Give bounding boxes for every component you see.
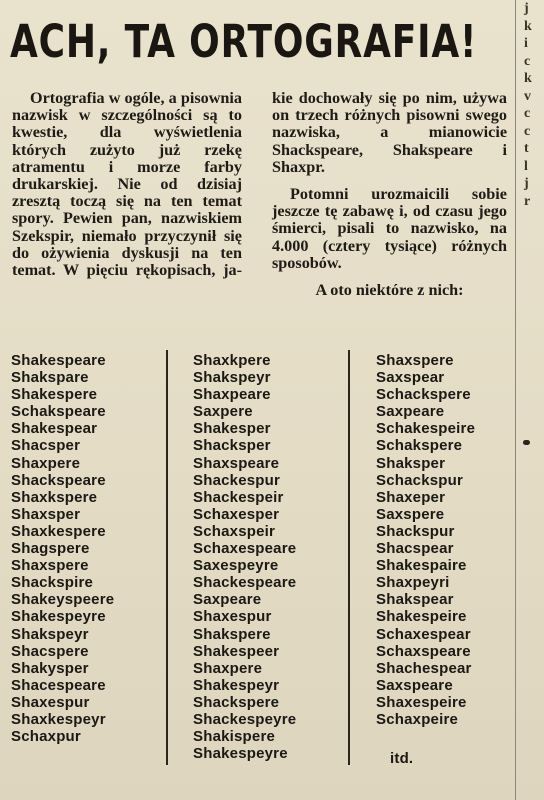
name-variant: Shacsper	[11, 437, 81, 455]
fragment-letter: i	[524, 36, 528, 51]
name-variant: Shaxkespeyr	[11, 710, 106, 728]
name-variant: Schaxpur	[11, 728, 81, 746]
name-variant: Shackspire	[11, 574, 94, 592]
article-column-2	[272, 90, 507, 299]
name-variant: Shakispere	[193, 728, 276, 746]
name-variant: Schaxspeir	[193, 522, 276, 540]
name-variant: Schaxespear	[376, 625, 471, 643]
column-rule-1	[166, 350, 168, 765]
name-variant: Shaxespur	[11, 693, 90, 711]
fragment-letter: c	[524, 53, 531, 69]
article-title: ACH, TA ORTOGRAFIA!	[10, 15, 478, 68]
name-variant: Shakysper	[11, 659, 89, 677]
name-variant: Shacespeare	[11, 676, 106, 694]
name-variant: Shackspeare	[11, 471, 106, 489]
name-variant: Schaxpeire	[376, 710, 459, 728]
name-variant: Saxpeare	[376, 403, 445, 421]
fragment-letter: t	[524, 141, 529, 156]
fragment-letter: v	[524, 88, 531, 104]
fragment-letter: l	[524, 158, 528, 174]
article-column-1	[12, 90, 242, 279]
name-variant: Shakespeyr	[193, 676, 280, 694]
name-variant: Shaxpere	[11, 454, 81, 472]
adjacent-column-fragment	[524, 0, 544, 260]
name-variant: Saxspeare	[376, 676, 453, 694]
name-variant: Shakeyspeere	[11, 591, 115, 609]
fragment-letter: c	[524, 123, 531, 139]
fragment-letter: k	[524, 71, 532, 86]
name-variant: Shakespere	[11, 386, 98, 404]
name-variant: Shakspeyr	[11, 625, 89, 643]
name-variant: Shaxspeare	[193, 454, 280, 472]
name-variant: Shaxpeare	[193, 386, 271, 404]
name-variant: Schaxspeare	[376, 642, 471, 660]
name-variant: Shaxeper	[376, 488, 446, 506]
name-variant: Shakspear	[376, 591, 454, 609]
name-variant: Shaxpere	[193, 659, 263, 677]
name-variant: Shackspur	[376, 522, 455, 540]
fragment-letter: r	[524, 193, 531, 209]
page-edge-rule	[515, 0, 516, 800]
name-variant: Shakesper	[193, 420, 271, 438]
name-variant: Shaxkpere	[193, 352, 271, 369]
name-variant: Shakspere	[193, 625, 271, 643]
paragraph-1: Ortografia w ogóle, a pisownia nazwisk w szczególności są to kwestie, dla wyświetlenia których zużyto już rzekę atramentu i morze farby drukarskiej. Nie od dzisiaj zresztą toczą się na ten temat spory. Pewien pan, nazwiskiem Szekspir, niemało przyczynił się do ożywienia dyskusji na ten temat. W pięciu rękopisach, ja-	[12, 89, 242, 280]
name-variant: Shackespur	[193, 471, 281, 489]
name-variant: Shackespeare	[193, 574, 297, 592]
paragraph-4: A oto niektóre z nich:	[315, 281, 464, 300]
name-list-1	[11, 352, 114, 745]
name-list-2	[193, 352, 296, 762]
name-variant: Shagspere	[11, 540, 90, 558]
name-variant: Shakespeare	[11, 352, 106, 369]
name-variant: Saxspere	[376, 505, 445, 523]
name-variant: Shaxespur	[193, 608, 272, 626]
name-variant: Shakespeer	[193, 642, 280, 660]
name-variant: Schakespeire	[376, 420, 476, 438]
name-variant: Shaxsper	[11, 505, 81, 523]
etc-label: itd.	[390, 750, 414, 768]
ink-spot	[523, 440, 530, 445]
name-variant: Shaxspere	[11, 557, 89, 575]
name-variant: Schackspur	[376, 471, 464, 489]
name-variant: Schackspere	[376, 386, 471, 404]
name-variant: Schaxesper	[193, 505, 280, 523]
name-variant: Shaxspere	[376, 352, 454, 369]
name-variant: Saxpere	[193, 403, 253, 421]
fragment-letter: c	[524, 106, 531, 121]
name-variant: Shaxkespere	[11, 522, 106, 540]
name-variant: Shacksper	[193, 437, 271, 455]
name-variant: Shakespeire	[376, 608, 467, 626]
name-variant: Shakspare	[11, 369, 89, 387]
name-variant: Shackspere	[193, 693, 280, 711]
name-variant: Shacspear	[376, 540, 454, 558]
name-variant: Shaxpeyri	[376, 574, 450, 592]
name-variant: Shachespear	[376, 659, 472, 677]
name-variant: Shakespear	[11, 420, 98, 438]
name-variant: Shakespeyre	[193, 745, 288, 763]
name-variant: Shakspeyr	[193, 369, 271, 387]
column-rule-2	[348, 350, 350, 765]
name-variant: Shaxkspere	[11, 488, 98, 506]
name-variant: Saxespeyre	[193, 557, 279, 575]
name-list-3	[376, 352, 475, 767]
fragment-letter: j	[524, 176, 529, 191]
name-variant: Saxpeare	[193, 591, 262, 609]
name-variant: Shakespeyre	[11, 608, 106, 626]
name-variant: Schakspere	[376, 437, 463, 455]
name-variant: Schakspeare	[11, 403, 106, 421]
name-variant: Shackespeir	[193, 488, 284, 506]
fragment-letter: j	[524, 1, 529, 16]
name-variant: Shacspere	[11, 642, 89, 660]
name-variant: Shakespaire	[376, 557, 467, 575]
name-variant: Schaxespeare	[193, 540, 297, 558]
name-variant: Shackespeyre	[193, 710, 297, 728]
name-variant: Shaksper	[376, 454, 446, 472]
name-variant: Saxspear	[376, 369, 445, 387]
fragment-letter: k	[524, 18, 532, 34]
paragraph-2: kie dochowały się po nim, używa on trzech różnych pisowni swego nazwiska, a mianowicie Shackspeare, Shakspeare i Shaxpr.	[272, 89, 507, 176]
paragraph-3: Potomni urozmaicili sobie jeszcze tę zabawę i, od czasu jego śmierci, pisali to nazwisko, na 4.000 (cztery tysiące) różnych sposobów.	[272, 185, 507, 272]
name-variant: Shaxespeire	[376, 693, 467, 711]
